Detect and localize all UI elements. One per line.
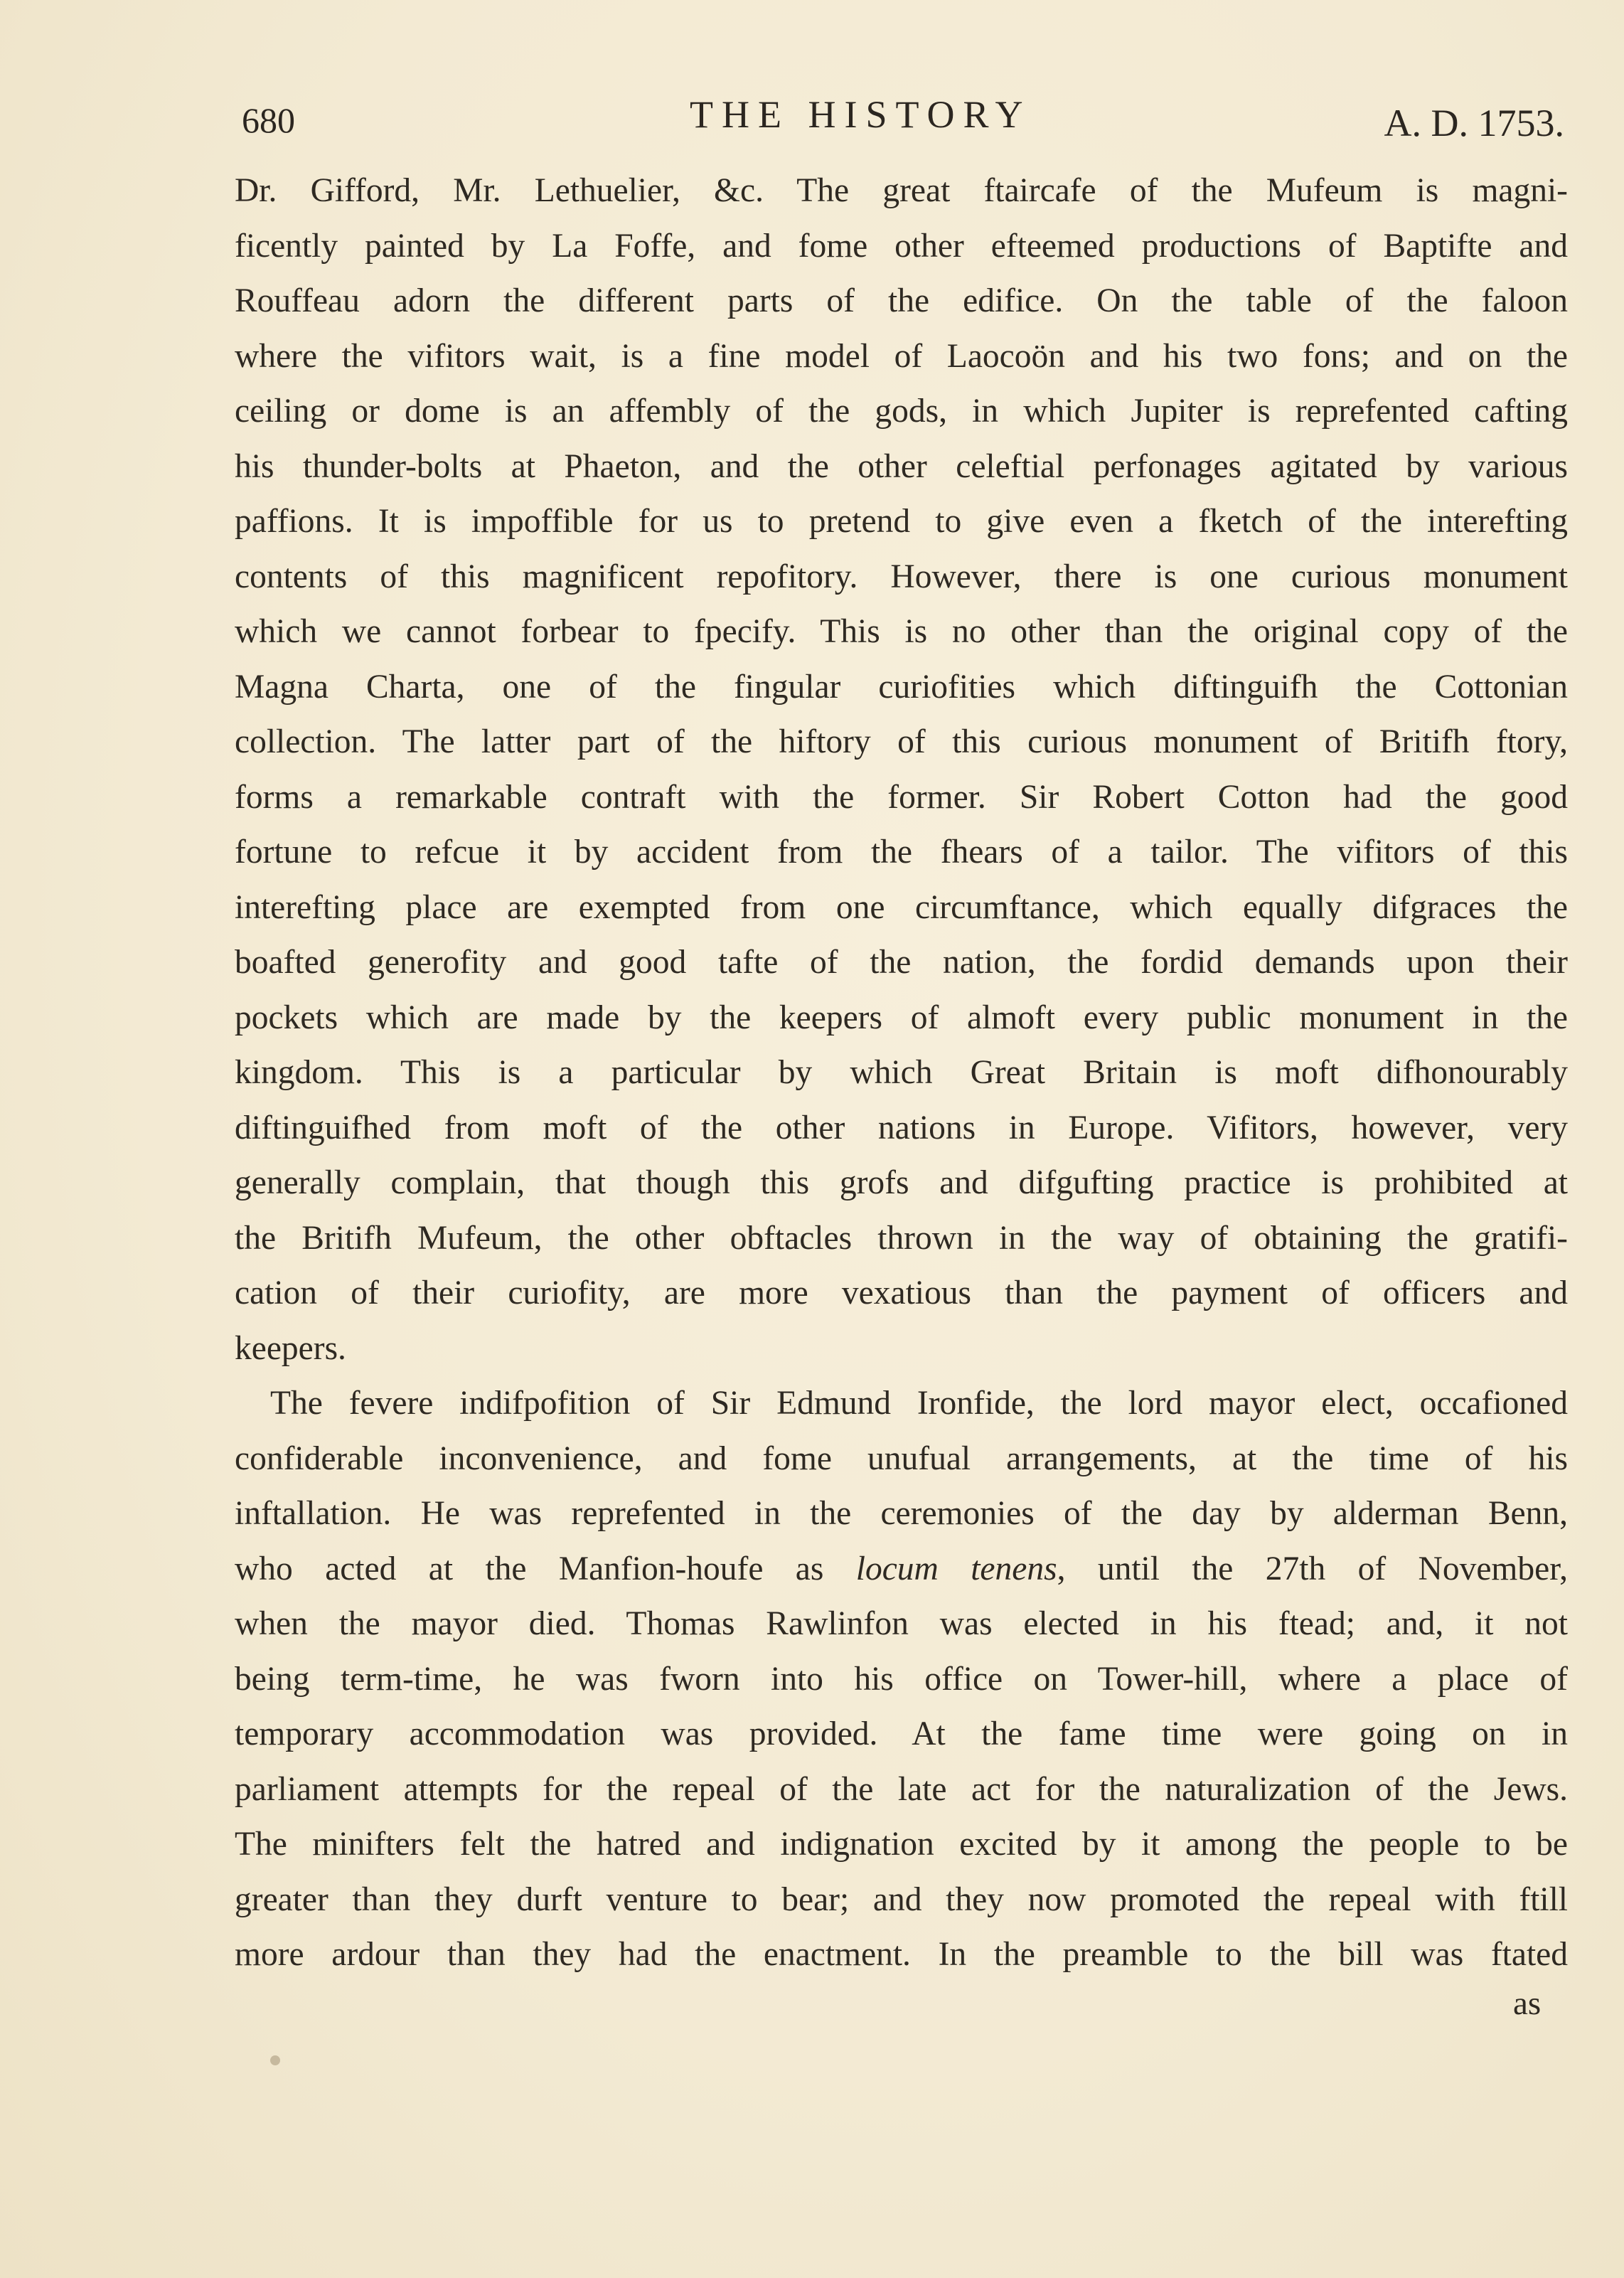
text-line: confiderable inconvenience, and fome unufual arrangements, at the time of his (235, 1439, 1568, 1477)
text-line: ficently painted by La Foffe, and fome other efteemed productions of Baptifte and (235, 227, 1568, 265)
running-header (242, 92, 1564, 142)
text-line: diftinguifhed from moft of the other nations in Europe. Vifitors, however, very (235, 1109, 1568, 1146)
text-line: inftallation. He was reprefented in the ceremonies of the day by alderman Benn, (235, 1495, 1568, 1532)
text-line: where the vifitors wait, is a fine model of Laocoön and his two fons; and on the (235, 337, 1568, 375)
text-line: contents of this magnificent repofitory. However, there is one curious monument (235, 558, 1568, 595)
text-line: kingdom. This is a particular by which Great Britain is moft difhonourably (235, 1054, 1568, 1091)
catchword: as (1513, 1985, 1542, 2022)
text-line: paffions. It is impoffible for us to pretend to give even a fketch of the interefting (235, 503, 1568, 540)
page-number: 680 (242, 100, 295, 140)
text-line: pockets which are made by the keepers of almoft every public monument in the (235, 999, 1568, 1036)
text-line: boafted generofity and good tafte of the nation, the fordid demands upon their (235, 944, 1568, 981)
text-line: forms a remarkable contraft with the former. Sir Robert Cotton had the good (235, 778, 1568, 816)
text-line: Dr. Gifford, Mr. Lethuelier, &c. The great ftaircafe of the Mufeum is magni- (235, 172, 1568, 209)
text-line: temporary accommodation was provided. At the fame time were going on in (235, 1715, 1568, 1752)
text-line: greater than they durft venture to bear; and they now promoted the repeal with ftill (235, 1880, 1568, 1918)
text-line: his thunder-bolts at Phaeton, and the other celeftial perfonages agitated by various (235, 447, 1568, 485)
text-line: Rouffeau adorn the different parts of the edifice. On the table of the faloon (235, 282, 1568, 319)
ink-smudge (270, 2055, 280, 2065)
text-line: Magna Charta, one of the fingular curiofities which diftinguifh the Cottonian (235, 668, 1568, 706)
text-line: who acted at the Manfion-houfe as locum tenens, until the 27th of November, (235, 1550, 1568, 1587)
text-line: when the mayor died. Thomas Rawlinfon was elected in his ftead; and, it not (235, 1605, 1568, 1642)
running-title: THE HISTORY (690, 93, 1032, 136)
body-text (235, 164, 1568, 1983)
text-line: parliament attempts for the repeal of the late act for the naturalization of the Jews. (235, 1770, 1568, 1808)
date-label: A. D. 1753. (1384, 102, 1564, 144)
text-line: which we cannot forbear to fpecify. This is no other than the original copy of the (235, 613, 1568, 650)
text-line: generally complain, that though this grofs and difgufting practice is prohibited at (235, 1164, 1568, 1201)
text-line: cation of their curiofity, are more vexatious than the payment of officers and (235, 1274, 1568, 1311)
text-line: ceiling or dome is an affembly of the gods, in which Jupiter is reprefented cafting (235, 393, 1568, 430)
text-line: fortune to refcue it by accident from the fhears of a tailor. The vifitors of this (235, 834, 1568, 871)
text-line: The minifters felt the hatred and indignation excited by it among the people to be (235, 1826, 1568, 1863)
text-line: more ardour than they had the enactment. In the preamble to the bill was ftated (235, 1936, 1568, 1973)
text-line: the Britifh Mufeum, the other obftacles thrown in the way of obtaining the gratifi- (235, 1219, 1568, 1257)
italic-phrase: locum tenens (855, 1550, 1057, 1587)
text-line: keepers. (235, 1329, 346, 1367)
text-line: interefting place are exempted from one circumftance, which equally difgraces the (235, 888, 1568, 926)
text-line: collection. The latter part of the hiftory of this curious monument of Britifh ftory, (235, 723, 1568, 760)
text-line: being term-time, he was fworn into his office on Tower-hill, where a place of (235, 1660, 1568, 1698)
paragraph-start-line: The fevere indifpofition of Sir Edmund Ironfide, the lord mayor elect, occafioned (270, 1385, 1568, 1422)
